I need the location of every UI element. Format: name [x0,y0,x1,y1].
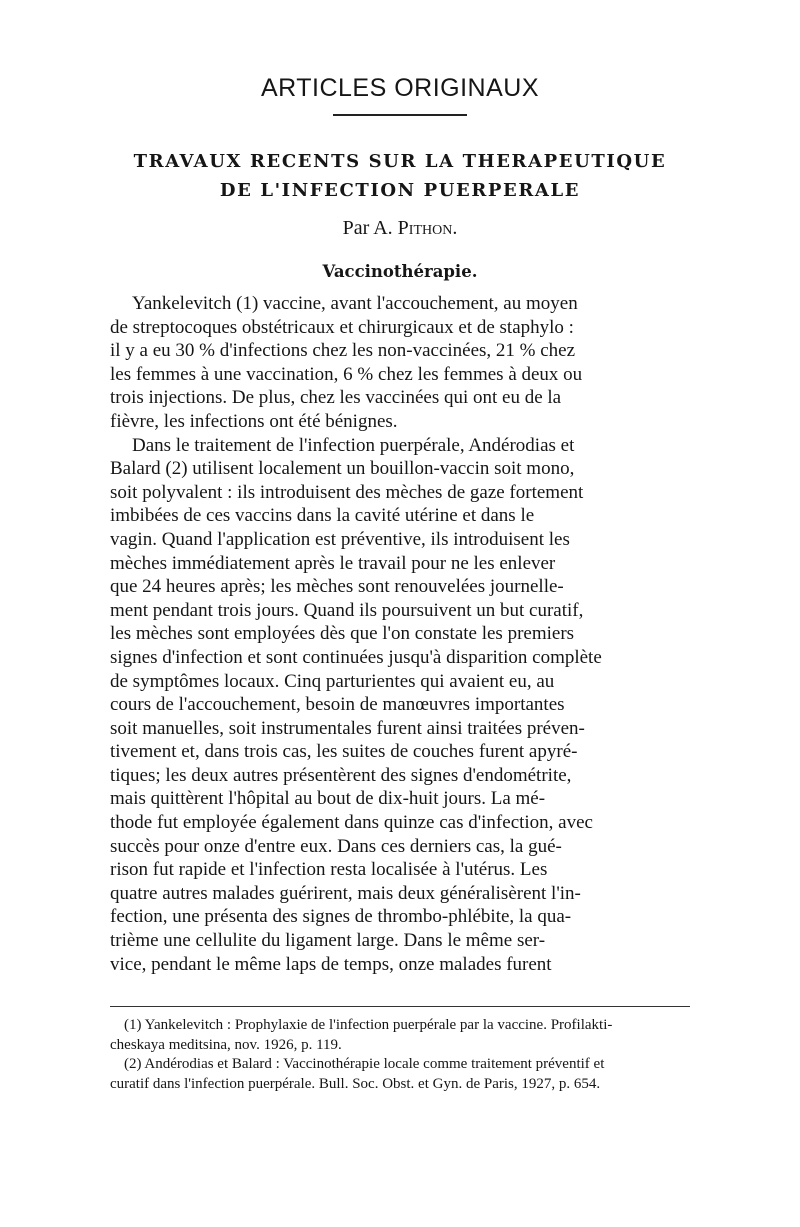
body-line [110,481,690,505]
footnote-text: (2) Andérodias et Balard : Vaccinothérapie locale comme traitement préventif et [124,1056,605,1072]
body-line [110,599,690,623]
body-line [110,646,690,670]
body-text: il y a eu 30 % d'infections chez les non-vaccinées, 21 % chez [110,340,576,362]
body-line [110,528,690,552]
body-line [110,504,690,528]
body-text: Yankelevitch (1) vaccine, avant l'accouchement, au moyen [132,293,578,314]
body-line [110,457,690,481]
body-text: de streptocoques obstétricaux et chirurgicaux et de staphylo : [110,316,574,338]
body-text: cours de l'accouchement, besoin de manœuvres importantes [110,694,565,716]
body-line [110,363,690,387]
body-text: Dans le traitement de l'infection puerpérale, Andérodias et [132,434,575,456]
body-line [110,787,690,811]
body-line [110,434,690,458]
body-line [110,386,690,410]
footnote-line [110,1075,690,1095]
body-line [110,717,690,741]
footnote-line [110,1036,690,1056]
body-text: soit manuelles, soit instrumentales furent ainsi traitées préven- [110,717,585,739]
body-text: les mèches sont employées dès que l'on constate les premiers [110,623,575,645]
body-line [110,740,690,764]
body-line [110,670,690,694]
body-line [110,835,690,859]
footnote-text: curatif dans l'infection puerpérale. Bull. Soc. Obst. et Gyn. de Paris, 1927, p. 654. [110,1075,601,1092]
body-text: mèches immédiatement après le travail pour ne les enlever [110,552,556,574]
article-body [110,292,690,976]
byline-prefix: Par A. [342,217,393,239]
footnotes [110,1016,690,1094]
body-text: trième une cellulite du ligament large. Dans le même ser- [110,930,546,952]
article-title-line-2: DE L'INFECTION PUERPERALE [219,180,581,201]
body-line [110,764,690,788]
body-line [110,575,690,599]
body-text: soit polyvalent : ils introduisent des mèches de gaze fortement [110,481,584,503]
body-line [110,811,690,835]
body-line [110,410,690,434]
body-text: thode fut employée également dans quinze cas d'infection, avec [110,812,593,834]
footnote-rule [110,1006,690,1007]
body-text: succès pour onze d'entre eux. Dans ces derniers cas, la gué- [110,835,562,857]
byline [0,217,800,240]
footnote-text: (1) Yankelevitch : Prophylaxie de l'infection puerpérale par la vaccine. Profilakti- [124,1017,613,1033]
body-text: ment pendant trois jours. Quand ils poursuivent un but curatif, [110,599,584,621]
body-line [110,953,690,977]
body-line [110,316,690,340]
body-text: quatre autres malades guérirent, mais deux généralisèrent l'in- [110,882,581,904]
body-text: rison fut rapide et l'infection resta localisée à l'utérus. Les [110,859,548,881]
body-text: imbibées de ces vaccins dans la cavité utérine et dans le [110,505,535,527]
body-text: tiques; les deux autres présentèrent des signes d'endométrite, [110,764,572,786]
body-line [110,552,690,576]
section-title: ARTICLES ORIGINAUX [260,74,540,102]
body-text: vagin. Quand l'application est préventive, ils introduisent les [110,528,570,550]
body-text: mais quittèrent l'hôpital au bout de dix-huit jours. La mé- [110,788,546,810]
author-name: Pithon. [397,217,458,239]
body-text: que 24 heures après; les mèches sont renouvelées journelle- [110,576,564,598]
title-rule [333,114,467,116]
footnote-line [110,1055,690,1075]
footnote-text: cheskaya meditsina, nov. 1926, p. 119. [110,1036,342,1053]
subheading: Vaccinothérapie. [322,262,478,281]
body-line [110,622,690,646]
body-line [110,905,690,929]
body-line [110,292,690,316]
body-text: signes d'infection et sont continuées jusqu'à disparition complète [110,646,602,668]
body-text: de symptômes locaux. Cinq parturientes qui avaient eu, au [110,670,555,692]
body-text: trois injections. De plus, chez les vaccinées qui ont eu de la [110,387,562,409]
body-line [110,693,690,717]
body-line [110,929,690,953]
body-text: tivement et, dans trois cas, les suites de couches furent apyré- [110,741,578,763]
article-title-line-1: TRAVAUX RECENTS SUR LA THERAPEUTIQUE [133,151,667,172]
body-line [110,858,690,882]
body-line [110,882,690,906]
body-text: Balard (2) utilisent localement un bouillon-vaccin soit mono, [110,458,575,480]
body-line [110,339,690,363]
footnote-line [110,1016,690,1036]
body-text: les femmes à une vaccination, 6 % chez les femmes à deux ou [110,363,583,385]
body-text: fièvre, les infections ont été bénignes. [110,410,398,432]
body-text: fection, une présenta des signes de thrombo-phlébite, la qua- [110,906,572,928]
body-text: vice, pendant le même laps de temps, onze malades furent [110,953,552,975]
